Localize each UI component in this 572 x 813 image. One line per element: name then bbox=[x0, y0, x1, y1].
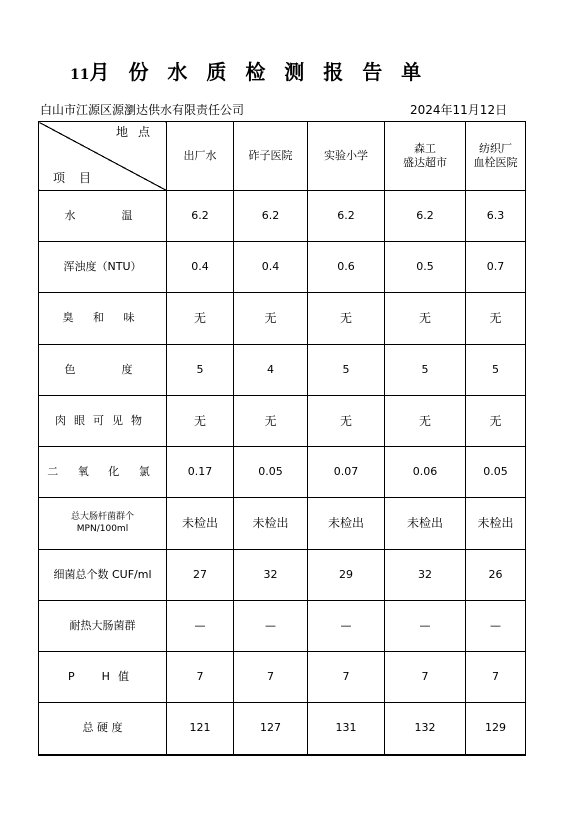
row-value: 6.2 bbox=[385, 190, 466, 241]
row-value: 4 bbox=[234, 344, 308, 395]
row-label: 总 硬 度 bbox=[39, 703, 167, 754]
row-value: 0.06 bbox=[385, 447, 466, 498]
row-value: 131 bbox=[308, 703, 385, 754]
row-value: 6.2 bbox=[308, 190, 385, 241]
row-value: 5 bbox=[308, 344, 385, 395]
corner-location-label: 地点 bbox=[115, 125, 160, 139]
row-value: 121 bbox=[167, 703, 234, 754]
row-value: 5 bbox=[466, 344, 526, 395]
location-header: 实验小学 bbox=[308, 122, 385, 191]
row-label: 水 温 bbox=[39, 190, 167, 241]
row-value: 无 bbox=[308, 293, 385, 344]
row-value: 未检出 bbox=[234, 498, 308, 549]
row-value: 无 bbox=[466, 293, 526, 344]
row-value: 无 bbox=[385, 395, 466, 446]
table-row bbox=[39, 344, 526, 395]
row-value: 6.2 bbox=[167, 190, 234, 241]
location-header: 出厂水 bbox=[167, 122, 234, 191]
blank-area-row bbox=[39, 754, 526, 755]
row-value: 未检出 bbox=[385, 498, 466, 549]
row-value: 127 bbox=[234, 703, 308, 754]
row-value: 无 bbox=[234, 293, 308, 344]
row-label: 色 度 bbox=[39, 344, 167, 395]
corner-cell bbox=[39, 122, 167, 191]
row-label: 总大肠杆菌群个 MPN/100ml bbox=[39, 498, 167, 549]
row-value: 无 bbox=[167, 395, 234, 446]
water-quality-table bbox=[38, 121, 526, 756]
blank-area bbox=[39, 754, 526, 755]
row-label: 细菌总个数 CUF/ml bbox=[39, 549, 167, 600]
row-value: 32 bbox=[385, 549, 466, 600]
location-header: 森工 盛达超市 bbox=[385, 122, 466, 191]
table-row bbox=[39, 703, 526, 754]
row-label: 耐热大肠菌群 bbox=[39, 600, 167, 651]
header-row bbox=[39, 122, 526, 191]
row-value: — bbox=[234, 600, 308, 651]
row-value: — bbox=[167, 600, 234, 651]
table-row bbox=[39, 600, 526, 651]
row-value: 26 bbox=[466, 549, 526, 600]
row-value: 无 bbox=[385, 293, 466, 344]
table-row bbox=[39, 498, 526, 549]
row-value: 27 bbox=[167, 549, 234, 600]
row-value: 6.3 bbox=[466, 190, 526, 241]
table-row bbox=[39, 395, 526, 446]
row-value: 未检出 bbox=[308, 498, 385, 549]
row-value: 7 bbox=[466, 652, 526, 703]
row-value: 32 bbox=[234, 549, 308, 600]
row-value: 7 bbox=[385, 652, 466, 703]
row-label: 臭 和 味 bbox=[39, 293, 167, 344]
row-label: P H值 bbox=[39, 652, 167, 703]
row-value: — bbox=[466, 600, 526, 651]
row-label: 肉眼可见物 bbox=[39, 395, 167, 446]
corner-item-label: 项目 bbox=[53, 170, 106, 185]
row-value: 5 bbox=[385, 344, 466, 395]
row-value: 0.05 bbox=[466, 447, 526, 498]
row-value: 0.5 bbox=[385, 242, 466, 293]
row-value: 未检出 bbox=[167, 498, 234, 549]
row-value: 7 bbox=[167, 652, 234, 703]
row-value: — bbox=[385, 600, 466, 651]
table-row bbox=[39, 293, 526, 344]
row-value: 无 bbox=[234, 395, 308, 446]
row-value: 129 bbox=[466, 703, 526, 754]
row-value: 无 bbox=[167, 293, 234, 344]
row-value: 0.17 bbox=[167, 447, 234, 498]
row-value: 0.6 bbox=[308, 242, 385, 293]
report-title-text: 月 份 水 质 检 测 报 告 单 bbox=[89, 60, 428, 84]
table-row bbox=[39, 242, 526, 293]
row-value: 7 bbox=[234, 652, 308, 703]
table-row bbox=[39, 652, 526, 703]
row-value: — bbox=[308, 600, 385, 651]
row-value: 无 bbox=[308, 395, 385, 446]
row-value: 132 bbox=[385, 703, 466, 754]
table-row bbox=[39, 190, 526, 241]
table-row bbox=[39, 549, 526, 600]
row-value: 7 bbox=[308, 652, 385, 703]
row-label: 浑浊度（NTU） bbox=[39, 242, 167, 293]
location-header: 纺织厂 血栓医院 bbox=[466, 122, 526, 191]
row-value: 5 bbox=[167, 344, 234, 395]
row-value: 6.2 bbox=[234, 190, 308, 241]
location-header: 砟子医院 bbox=[234, 122, 308, 191]
company-name: 白山市江源区源瀏达供水有限责任公司 bbox=[40, 103, 245, 117]
row-value: 0.05 bbox=[234, 447, 308, 498]
report-month: 11 bbox=[70, 67, 90, 83]
row-value: 无 bbox=[466, 395, 526, 446]
report-date: 2024年11月12日 bbox=[410, 103, 508, 117]
table-row bbox=[39, 447, 526, 498]
report-title bbox=[70, 56, 427, 85]
row-value: 0.7 bbox=[466, 242, 526, 293]
row-label: 二 氧 化 氯 bbox=[39, 447, 167, 498]
row-value: 0.4 bbox=[167, 242, 234, 293]
row-value: 0.07 bbox=[308, 447, 385, 498]
row-value: 0.4 bbox=[234, 242, 308, 293]
row-value: 29 bbox=[308, 549, 385, 600]
data-rows bbox=[39, 190, 526, 754]
row-value: 未检出 bbox=[466, 498, 526, 549]
